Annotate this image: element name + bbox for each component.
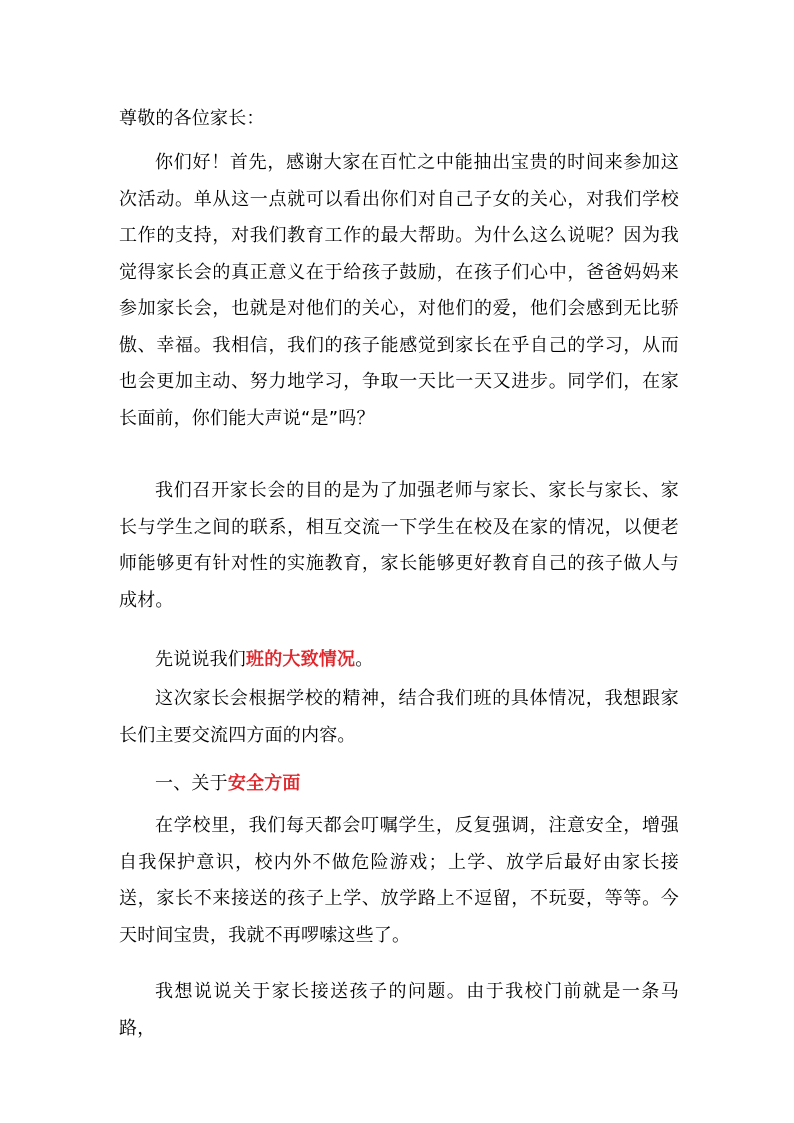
paragraph-class-situation (119, 642, 679, 679)
greeting: 尊敬的各位家长： (119, 108, 265, 129)
class-situation-suffix: 。 (355, 649, 374, 670)
section-heading-prefix: 一、关于 (155, 773, 228, 794)
paragraph-welcome: 你们好！首先，感谢大家在百忙之中能抽出宝贵的时间来参加这次活动。单从这一点就可以看出你们对自己子女的关心，对我们学校工作的支持，对我们教育工作的最大帮助。为什么这么说呢？因为我觉得家长会的真正意义在于给孩子鼓励，在孩子们心中，爸爸妈妈来参加家长会，也就是对他们的关心，对他们的爱，他们会感到无比骄傲、幸福。我相信，我们的孩子能感觉到家长在乎自己的学习，从而也会更加主动、努力地学习，争取一天比一天又进步。同学们，在家长面前，你们能大声说“是”吗？ (119, 152, 679, 429)
class-situation-highlight: 班的大致情况 (246, 649, 356, 670)
paragraph-four-topics: 这次家长会根据学校的精神，结合我们班的具体情况，我想跟家长们主要交流四方面的内容。 (119, 688, 679, 746)
paragraph-purpose: 我们召开家长会的目的是为了加强老师与家长、家长与家长、家长与学生之间的联系，相互交流一下学生在校及在家的情况，以便老师能够更有针对性的实施教育，家长能够更好教育自己的孩子做人与成材。 (119, 480, 679, 611)
section-heading-highlight: 安全方面 (227, 773, 301, 794)
paragraph-school-safety: 在学校里，我们每天都会叮嘱学生，反复强调，注意安全，增强自我保护意识，校内外不做危险游戏；上学、放学后最好由家长接送，家长不来接送的孩子上学、放学路上不逗留，不玩耍，等等。今天时间宝贵，我就不再啰嗦这些了。 (119, 815, 679, 946)
section-heading-safety (119, 766, 679, 803)
class-situation-prefix: 先说说我们 (155, 649, 246, 670)
paragraph-pickup: 我想说说关于家长接送孩子的问题。由于我校门前就是一条马路， (119, 981, 679, 1039)
